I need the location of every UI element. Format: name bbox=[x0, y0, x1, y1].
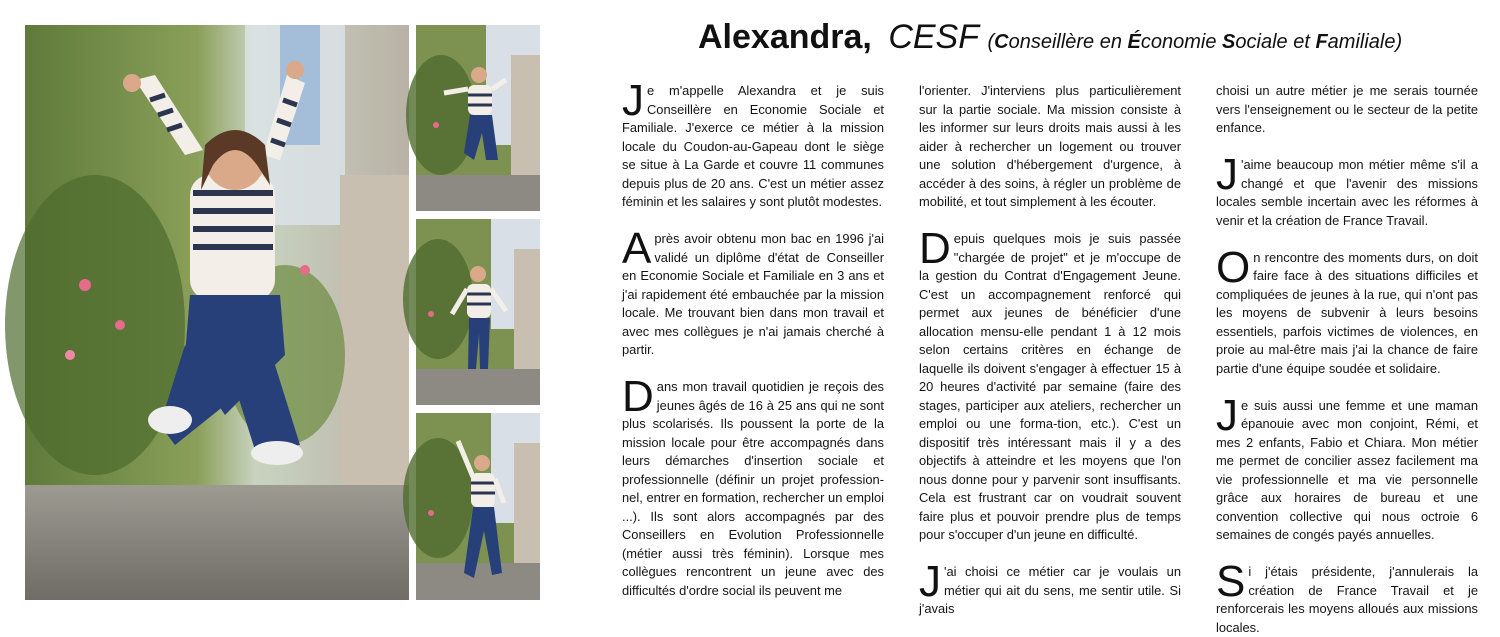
paragraph bbox=[1216, 390, 1478, 545]
text-column-2 bbox=[919, 82, 1181, 619]
paragraph-text: près avoir obtenu mon bac en 1996 j'ai validé un diplôme d'état de Conseiller en Economie Sociale et Familiale en 3 ans et j'ai rapidement été embauchée par la mission locale. Me trouvant bien dans mon travail et avec mes collègues je n'ai jamais cherché à partir. bbox=[622, 231, 884, 357]
title-initial: C bbox=[994, 31, 1009, 53]
drop-cap: O bbox=[1216, 242, 1251, 292]
paragraph-text: 'aime beaucoup mon métier même s'il a changé et que l'avenir des missions locales semble incertain avec les réformes à venir et la création de France Travail. bbox=[1216, 157, 1478, 228]
title-word: ociale et bbox=[1235, 31, 1316, 53]
paragraph-text: ans mon travail quotidien je reçois des jeunes âgés de 16 à 25 ans qui ne sont plus scolarisés. Ils poussent la porte de la mission locale pour être accompagnés dans leurs démarches d'insertion sociale et professionnelle (définir un projet profession-nel, entrer en formation, rechercher un emploi ...). Ils sont alors accompagnés par des Conseillers en Evolution Professionnelle (métier aussi très féminin). Lorsque mes collègues rencontrent un jeune avec des difficultés d'ordre social ils peuvent me bbox=[622, 379, 884, 598]
photo-jumping-large-image bbox=[25, 25, 409, 600]
photo-small-1 bbox=[416, 25, 540, 211]
paragraph bbox=[1216, 150, 1478, 230]
paragraph-text: n rencontre des moments durs, on doit faire face à des situations difficiles et compliquées de jeunes à la rue, qui n'ont pas les moyens de subvenir à leurs besoins essentiels, parfois victimes de violences, en proie au mal-être mais j'ai la chance de faire partie d'une équipe soudée et solidaire. bbox=[1216, 249, 1478, 376]
drop-cap: J bbox=[1216, 150, 1238, 199]
title-word: onseillère en bbox=[1008, 31, 1128, 53]
photo-jumping-small-image bbox=[416, 413, 540, 600]
paragraph bbox=[1216, 242, 1478, 379]
drop-cap: D bbox=[919, 224, 951, 273]
drop-cap: S bbox=[1216, 557, 1246, 606]
paragraph-text: 'ai choisi ce métier car je voulais un métier qui ait du sens, me sentir utile. Si j'avais bbox=[919, 564, 1181, 616]
photo-small-3 bbox=[416, 413, 540, 600]
photo-main bbox=[25, 25, 409, 600]
paragraph bbox=[622, 372, 884, 600]
text-column-3 bbox=[1216, 82, 1478, 637]
paragraph bbox=[1216, 557, 1478, 637]
paragraph-text: e suis aussi une femme et une maman épanouie avec mon conjoint, Rémi, et mes 2 enfants, Fabio et Chiara. Mon métier me permet de concilier assez facilement ma vie professionnelle et ma vie personnelle grâce aux horaires de bureau et une convention collective qui nous octroie 6 semaines de congés payés annuelles. bbox=[1216, 397, 1478, 542]
article-title bbox=[600, 18, 1500, 57]
title-name: Alexandra, bbox=[698, 18, 872, 56]
title-expansion: (Conseillère en Économie Sociale et Familiale) bbox=[987, 31, 1403, 53]
title-initial: F bbox=[1315, 31, 1328, 53]
title-initial: S bbox=[1222, 31, 1236, 53]
drop-cap: J bbox=[919, 557, 941, 606]
paragraph-text: choisi un autre métier je me serais tournée vers l'enseignement ou le secteur de la petite enfance. bbox=[1216, 83, 1478, 135]
paragraph-text: epuis quelques mois je suis passée "chargée de projet" et je m'occupe de la gestion du Contrat d'Engagement Jeune. C'est un accompagnement renforcé qui permet aux jeunes de bénéficier d'une allocation mensu-elle pendant 1 à 12 mois selon certains critères en échange de laquelle ils doivent s'engager à effectuer 15 à 20 heures d'activité par semaine (faire des stages, participer aux ateliers, rechercher un emploi ou une forma-tion, etc.). C'est un dispositif très intéressant mais il y a des objectifs à atteindre et les moyens que l'on nous donne pour y parvenir sont insuffisants. Cela est frustrant car on voudrait souvent faire plus et pouvoir prendre plus de temps pour s'occuper d'un jeune en difficulté. bbox=[919, 231, 1181, 542]
photo-small-2 bbox=[416, 219, 540, 405]
paragraph bbox=[919, 224, 1181, 545]
drop-cap: J bbox=[622, 76, 644, 125]
paragraph bbox=[622, 76, 884, 212]
paragraph-text: l'orienter. J'interviens plus particulièrement sur la partie sociale. Ma mission consiste à les informer sur leurs droits mais aussi à les aider à rechercher un logement ou trouver une solution d'hébergement d'urgence, à accéder à des soins, à régler un problème de mobilité, et tout simplement à les écouter. bbox=[919, 83, 1181, 209]
drop-cap: A bbox=[622, 224, 652, 273]
paragraph bbox=[622, 224, 884, 360]
title-abbreviation: CESF bbox=[888, 18, 979, 56]
paragraph-text: i j'étais présidente, j'annulerais la création de France Travail et je renforcerais les moyens alloués aux missions locales. bbox=[1216, 564, 1478, 635]
paragraph bbox=[1216, 82, 1478, 138]
title-initial: É bbox=[1127, 31, 1141, 53]
text-column-1 bbox=[622, 76, 884, 600]
drop-cap: D bbox=[622, 372, 654, 421]
drop-cap: J bbox=[1216, 390, 1238, 440]
photo-jumping-small-image bbox=[416, 219, 540, 405]
photo-jumping-small-image bbox=[416, 25, 540, 211]
title-word: conomie bbox=[1140, 31, 1223, 53]
paragraph bbox=[919, 82, 1181, 212]
title-word: amiliale bbox=[1327, 31, 1396, 53]
paragraph-text: e m'appelle Alexandra et je suis Conseillère en Economie Sociale et Familiale. J'exerce ce métier à la mission locale du Coudon-au-Gapeau dont le siège se situe à La Garde et couvre 11 communes depuis plus de 20 ans. C'est un métier assez féminin et les salaires y sont plutôt modestes. bbox=[622, 83, 884, 209]
paragraph bbox=[919, 557, 1181, 619]
